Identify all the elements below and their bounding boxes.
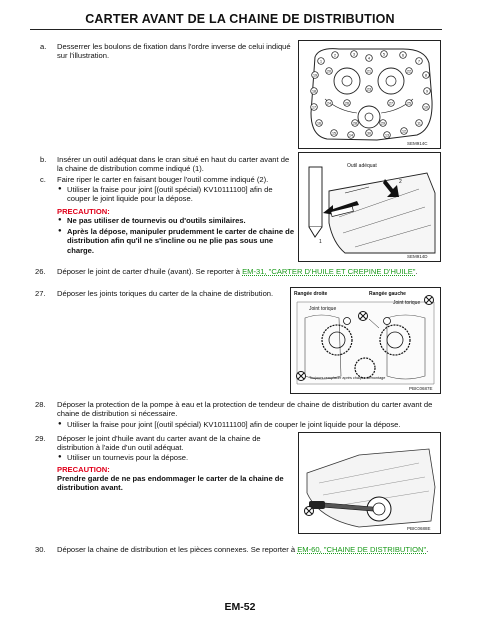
bolt-number-label: 6 <box>402 53 404 58</box>
figure-bolt-sequence <box>298 40 441 149</box>
bolt-number-label: 17 <box>312 105 316 110</box>
step-29-caution-title: PRECAUTION: <box>57 465 110 474</box>
figure-3-oring-1: Joint torique <box>309 306 337 312</box>
step-29-bullet: ● Utiliser un tournevis pour la dépose. <box>67 453 285 462</box>
bolt-number-label: 3 <box>353 52 355 57</box>
step-a-text: Desserrer les boulons de fixation dans l'ordre inverse de celui indiqué sur l'illustration. <box>57 42 291 61</box>
figure-tool-insertion-drawing <box>299 153 440 261</box>
step-29-caution-text: Prendre garde de ne pas endommager le carter de la chaine de distribution avant. <box>57 474 284 493</box>
bolt-number-label: 21 <box>367 69 371 74</box>
bolt-number-label: 10 <box>424 105 428 110</box>
figure-2-callout-1: 1 <box>319 239 322 245</box>
figure-o-rings <box>290 287 441 394</box>
bolt-number-label: 20 <box>327 69 331 74</box>
figure-o-rings-drawing <box>291 288 440 393</box>
bolt-number-label: 24 <box>327 101 331 106</box>
bolt-number-label: 11 <box>417 121 421 126</box>
step-b-text: Insérer un outil adéquat dans le cran situé en haut du carter avant de la chaine de distribution comme indiqué (1). <box>57 155 290 174</box>
figure-4-code: PBIC0688E <box>407 526 431 531</box>
bolt-number-label: 29 <box>381 121 385 126</box>
bolt-number-label: 8 <box>425 73 427 78</box>
step-27-text: Déposer les joints toriques du carter de la chaine de distribution. <box>57 289 274 298</box>
step-c-bullet: ● Utiliser la fraise pour joint [(outil spécial) KV10111100] afin de couper le joint liquide pour la dépose. <box>67 185 295 204</box>
step-30-marker: 30. <box>35 545 46 554</box>
figure-3-label-right: Rangée droite <box>294 291 328 297</box>
bolt-number-label: 16 <box>317 121 321 126</box>
step-c-marker: c. <box>40 175 46 184</box>
bolt-number-label: 13 <box>385 133 389 138</box>
figure-2-code: SEM914D <box>407 254 428 259</box>
step-c-caution-1: ● Ne pas utiliser de tournevis ou d'outils similaires. <box>67 216 295 225</box>
figure-oil-seal-removal-drawing <box>299 433 440 533</box>
figure-tool-insertion <box>298 152 441 262</box>
figure-3-replace-note: Toujours remplacer après chaque démontage <box>309 376 386 380</box>
page-title: CARTER AVANT DE LA CHAINE DE DISTRIBUTION <box>85 12 395 26</box>
step-26-link[interactable]: EM-31, "CARTER D'HUILE ET CREPINE D'HUILE" <box>242 267 416 276</box>
figure-bolt-sequence-drawing <box>299 41 440 148</box>
step-28-marker: 28. <box>35 400 46 409</box>
bolt-number-label: 19 <box>313 73 317 78</box>
figure-1-code: SEM914C <box>407 141 428 146</box>
step-30-text: Déposer la chaine de distribution et les pièces connexes. Se reporter à <box>57 545 296 554</box>
figure-2-callout-2: 2 <box>399 179 402 185</box>
bolt-number-label: 12 <box>402 129 406 134</box>
bolt-number-label: 5 <box>383 52 385 57</box>
step-28-bullet: ● Utiliser la fraise pour joint [(outil spécial) KV10111100] afin de couper le joint liquide pour la dépose. <box>67 420 441 429</box>
bolt-number-label: 4 <box>368 56 370 61</box>
bolt-number-label: 14 <box>349 133 353 138</box>
figure-3-code: PBIC0687E <box>409 386 433 391</box>
step-26-paragraph <box>57 267 441 276</box>
bolt-number-label: 25 <box>407 101 411 106</box>
step-26-marker: 26. <box>35 267 46 276</box>
bolt-number-label: 15 <box>332 131 336 136</box>
step-b-marker: b. <box>40 155 47 164</box>
bolt-number-label: 1 <box>320 59 322 64</box>
figure-oil-seal-removal <box>298 432 441 534</box>
bolt-number-label: 23 <box>367 87 371 92</box>
step-26-text: Déposer le joint de carter d'huile (avant). Se reporter à <box>57 267 240 276</box>
bolt-number-label: 7 <box>418 59 420 64</box>
bolt-number-label: 28 <box>353 121 357 126</box>
step-30-end: . <box>426 545 429 554</box>
step-a-marker: a. <box>40 42 47 51</box>
figure-2-tool-label: Outil adéquat <box>347 163 377 169</box>
step-30-paragraph <box>57 545 441 554</box>
bolt-markers <box>311 51 431 139</box>
bolt-number-label: 26 <box>345 101 349 106</box>
figure-3-oring-2: Joint torique <box>393 300 421 306</box>
step-29-text: Déposer le joint d'huile avant du carter avant de la chaine de distribution à l'aide d'un outil adéquat. <box>57 434 261 453</box>
bolt-number-label: 22 <box>407 69 411 74</box>
step-30-link[interactable]: EM-60, "CHAINE DE DISTRIBUTION" <box>297 545 427 554</box>
bolt-number-label: 2 <box>334 53 336 58</box>
step-26-end: . <box>415 267 418 276</box>
title-rule <box>30 29 442 30</box>
bolt-number-label: 18 <box>312 89 316 94</box>
step-29-marker: 29. <box>35 434 46 443</box>
figure-3-label-left: Rangée gauche <box>369 291 406 297</box>
step-27-marker: 27. <box>35 289 46 298</box>
step-c-caution-title: PRECAUTION: <box>57 207 110 216</box>
page-number: EM-52 <box>224 601 256 613</box>
bolt-number-label: 30 <box>367 131 371 136</box>
bolt-number-label: 9 <box>426 89 428 94</box>
step-c-caution-2: ● Après la dépose, manipuler prudemment le carter de chaine de distribution afin qu'il ne s'incline ou ne plie pas sous une charge. <box>67 227 295 255</box>
step-28-text: Déposer la protection de la pompe à eau et la protection de tendeur de chaine de distribution du carter avant de chaine de distribution si nécessaire. <box>57 400 433 419</box>
step-c-text: Faire riper le carter en faisant bouger l'outil comme indiqué (2). <box>57 175 269 184</box>
bolt-number-label: 27 <box>389 101 393 106</box>
